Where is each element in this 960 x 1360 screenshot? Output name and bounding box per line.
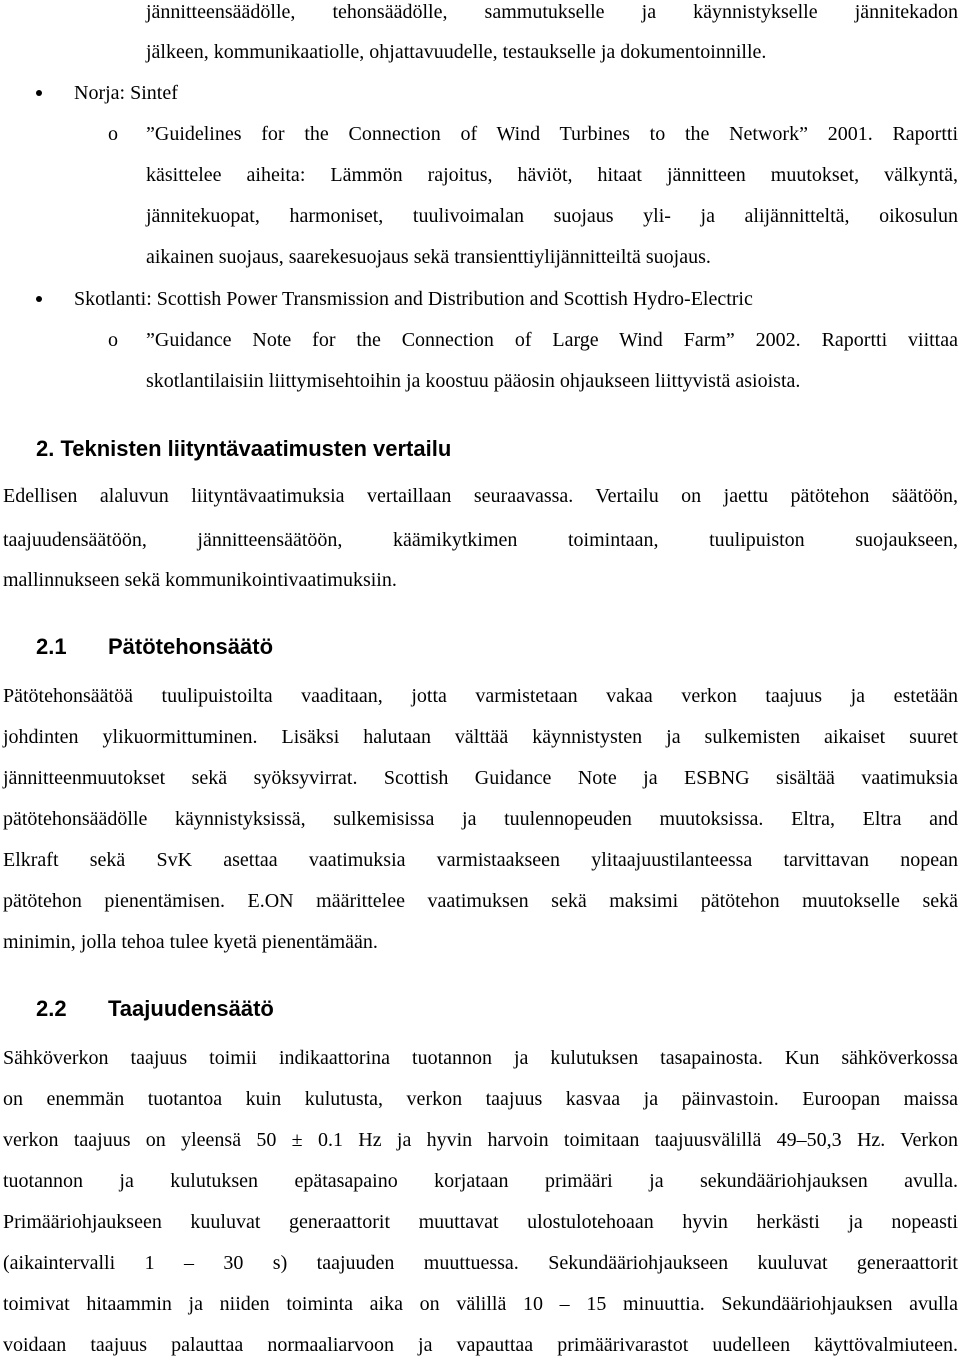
paragraph-line: johdinten ylikuormittuminen. Lisäksi halutaan välttää käynnistysten ja sulkemisten aikaiset suuret (3, 726, 958, 748)
paragraph-line: minimin, jolla tehoa tulee kyetä pienentämään. (3, 931, 378, 953)
paragraph-line: taajuudensäätöön, jännitteensäätöön, käämikytkimen toimintaan, tuulipuiston suojaukseen, (3, 529, 958, 551)
paragraph-line: jännitteenmuutokset sekä syöksyvirrat. Scottish Guidance Note ja ESBNG sisältää vaatimuksia (3, 767, 958, 789)
paragraph-line: Pätötehonsäätöä tuulipuistoilta vaaditaan, jotta varmistetaan vakaa verkon taajuus ja estetään (3, 685, 958, 707)
bullet-icon (36, 296, 42, 302)
subsection-number: 2.2 (36, 996, 67, 1021)
paragraph-line: jännitteensäädölle, tehonsäädölle, sammutukselle ja käynnistykselle jännitekadon (146, 1, 958, 23)
bullet-norway: Norja: Sintef (74, 82, 178, 104)
paragraph-line: käsittelee aiheita: Lämmön rajoitus, häviöt, hitaat jännitteen muutokset, välkyntä, (146, 164, 958, 186)
paragraph-line: aikainen suojaus, saarekesuojaus sekä transienttiylijännitteiltä suojaus. (146, 246, 711, 268)
subsection-title: Pätötehonsäätö (108, 634, 274, 659)
paragraph-line: ”Guidance Note for the Connection of Large Wind Farm” 2002. Raportti viittaa (146, 329, 958, 351)
subsection-title: Taajuudensäätö (108, 996, 274, 1021)
paragraph-line: jälkeen, kommunikaatiolle, ohjattavuudelle, testaukselle ja dokumentoinnille. (146, 41, 767, 63)
paragraph-line: mallinnukseen sekä kommunikointivaatimuksiin. (3, 569, 397, 591)
paragraph-line: Edellisen alaluvun liityntävaatimuksia vertaillaan seuraavassa. Vertailu on jaettu pätötehon säätöön, (3, 485, 958, 507)
paragraph-line: verkon taajuus on yleensä 50 ± 0.1 Hz ja hyvin harvoin toimitaan taajuusvälillä 49–50,3 Hz. Verkon (3, 1129, 958, 1151)
section-heading: 2. Teknisten liityntävaatimusten vertailu (36, 436, 452, 461)
paragraph-line: pätötehon pienentämisen. E.ON määrittelee vaatimuksen sekä maksimi pätötehon muutokselle sekä (3, 890, 958, 912)
paragraph-line: Sähköverkon taajuus toimii indikaattorina tuotannon ja kulutuksen tasapainosta. Kun sähköverkossa (3, 1047, 958, 1069)
sub-bullet-marker: o (108, 329, 118, 351)
bullet-scotland: Skotlanti: Scottish Power Transmission and Distribution and Scottish Hydro-Electric (74, 288, 753, 310)
subsection-number: 2.1 (36, 634, 67, 659)
paragraph-line: on enemmän tuotantoa kuin kulutusta, verkon taajuus kasvaa ja päinvastoin. Euroopan maissa (3, 1088, 958, 1110)
paragraph-line: toimivat hitaammin ja niiden toiminta aika on välillä 10 – 15 minuuttia. Sekundääriohjauksen avulla (3, 1293, 958, 1315)
sub-bullet-marker: o (108, 123, 118, 145)
paragraph-line: jännitekuopat, harmoniset, tuulivoimalan suojaus yli- ja alijännitteltä, oikosulun (146, 205, 958, 227)
paragraph-line: pätötehonsäädölle käynnistyksissä, sulkemisissa ja tuulennopeuden muutoksissa. Eltra, Eltra and (3, 808, 958, 830)
bullet-icon (36, 90, 42, 96)
paragraph-line: Primääriohjaukseen kuuluvat generaattorit muuttavat ulostulotehoaan hyvin herkästi ja nopeasti (3, 1211, 958, 1233)
paragraph-line: skotlantilaisiin liittymisehtoihin ja koostuu pääosin ohjaukseen liittyvistä asioista. (146, 370, 801, 392)
paragraph-line: Elkraft sekä SvK asettaa vaatimuksia varmistaakseen ylitaajuustilanteessa tarvittavan nopean (3, 849, 958, 871)
paragraph-line: (aikaintervalli 1 – 30 s) taajuuden muuttuessa. Sekundääriohjaukseen kuuluvat generaattorit (3, 1252, 958, 1274)
paragraph-line: tuotannon ja kulutuksen epätasapaino korjataan primääri ja sekundääriohjauksen avulla. (3, 1170, 958, 1192)
paragraph-line: ”Guidelines for the Connection of Wind Turbines to the Network” 2001. Raportti (146, 123, 958, 145)
paragraph-line: voidaan taajuus palauttaa normaaliarvoon ja vapauttaa primäärivarastot uudelleen käyttövalmiuteen. (3, 1334, 958, 1356)
